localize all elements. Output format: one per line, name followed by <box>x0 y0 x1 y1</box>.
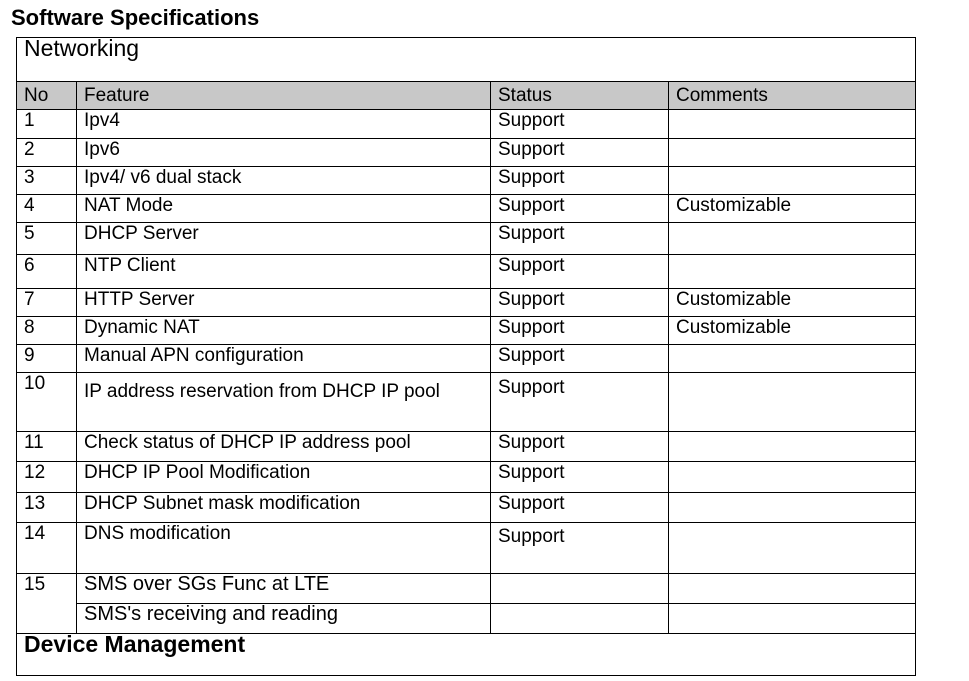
section-row <box>17 38 916 82</box>
column-header-comments: Comments <box>669 82 916 110</box>
table-row <box>17 373 916 432</box>
table-row <box>17 139 916 167</box>
table-row <box>17 523 916 574</box>
row-no: 3 <box>17 167 77 195</box>
row-feature: DHCP Server <box>77 223 491 255</box>
table-header-row <box>17 82 916 110</box>
row-no: 8 <box>17 317 77 345</box>
table-row <box>17 462 916 493</box>
row-feature: NTP Client <box>77 255 491 289</box>
row-feature: SMS over SGs Func at LTE <box>77 574 491 604</box>
table-row <box>17 167 916 195</box>
row-no: 13 <box>17 493 77 523</box>
row-feature: DHCP IP Pool Modification <box>77 462 491 493</box>
row-status: Support <box>491 110 669 139</box>
row-no: 6 <box>17 255 77 289</box>
row-status: Support <box>491 493 669 523</box>
row-status: Support <box>491 462 669 493</box>
row-comments <box>669 223 916 255</box>
section-title-networking: Networking <box>17 38 916 82</box>
row-feature: Manual APN configuration <box>77 345 491 373</box>
column-header-feature: Feature <box>77 82 491 110</box>
table-row <box>17 223 916 255</box>
row-comments <box>669 462 916 493</box>
row-comments <box>669 373 916 432</box>
row-feature: IP address reservation from DHCP IP pool <box>77 373 491 432</box>
row-no: 1 <box>17 110 77 139</box>
row-comments <box>669 345 916 373</box>
row-status: Support <box>491 317 669 345</box>
column-header-no: No <box>17 82 77 110</box>
row-comments <box>669 523 916 574</box>
row-feature: Check status of DHCP IP address pool <box>77 432 491 462</box>
table-row <box>17 255 916 289</box>
row-status: Support <box>491 345 669 373</box>
row-no: 7 <box>17 289 77 317</box>
table-row <box>17 345 916 373</box>
row-status: Support <box>491 289 669 317</box>
table-row <box>17 432 916 462</box>
row-feature: Dynamic NAT <box>77 317 491 345</box>
document-title: Software Specifications <box>11 5 260 30</box>
row-no: 11 <box>17 432 77 462</box>
row-status: Support <box>491 139 669 167</box>
row-comments <box>669 255 916 289</box>
row-comments: Customizable <box>669 195 916 223</box>
row-no: 12 <box>17 462 77 493</box>
row-comments <box>669 110 916 139</box>
row-status: Support <box>491 523 669 574</box>
table-row <box>17 493 916 523</box>
row-feature: SMS's receiving and reading <box>77 604 491 634</box>
row-status: Support <box>491 373 669 432</box>
row-no: 15 <box>17 574 77 634</box>
row-comments: Customizable <box>669 289 916 317</box>
column-header-status: Status <box>491 82 669 110</box>
table-row <box>17 574 916 604</box>
row-feature: Ipv4/ v6 dual stack <box>77 167 491 195</box>
row-feature: Ipv6 <box>77 139 491 167</box>
row-feature: NAT Mode <box>77 195 491 223</box>
row-no: 4 <box>17 195 77 223</box>
row-comments <box>669 432 916 462</box>
table-row <box>17 110 916 139</box>
table-row <box>17 317 916 345</box>
table-row <box>17 195 916 223</box>
row-feature: DNS modification <box>77 523 491 574</box>
row-status: Support <box>491 167 669 195</box>
row-no: 5 <box>17 223 77 255</box>
row-no: 10 <box>17 373 77 432</box>
row-feature: Ipv4 <box>77 110 491 139</box>
table-row <box>17 289 916 317</box>
row-status: Support <box>491 255 669 289</box>
row-status <box>491 574 669 604</box>
table-row <box>17 604 916 634</box>
row-comments <box>669 139 916 167</box>
row-comments: Customizable <box>669 317 916 345</box>
row-comments <box>669 167 916 195</box>
section-title-device-management: Device Management <box>17 634 916 676</box>
row-status: Support <box>491 195 669 223</box>
section-row <box>17 634 916 676</box>
row-comments <box>669 574 916 604</box>
row-status <box>491 604 669 634</box>
row-feature: DHCP Subnet mask modification <box>77 493 491 523</box>
row-status: Support <box>491 223 669 255</box>
row-feature: HTTP Server <box>77 289 491 317</box>
row-status: Support <box>491 432 669 462</box>
row-comments <box>669 604 916 634</box>
row-comments <box>669 493 916 523</box>
spec-table <box>16 37 916 676</box>
row-no: 14 <box>17 523 77 574</box>
row-no: 9 <box>17 345 77 373</box>
row-no: 2 <box>17 139 77 167</box>
